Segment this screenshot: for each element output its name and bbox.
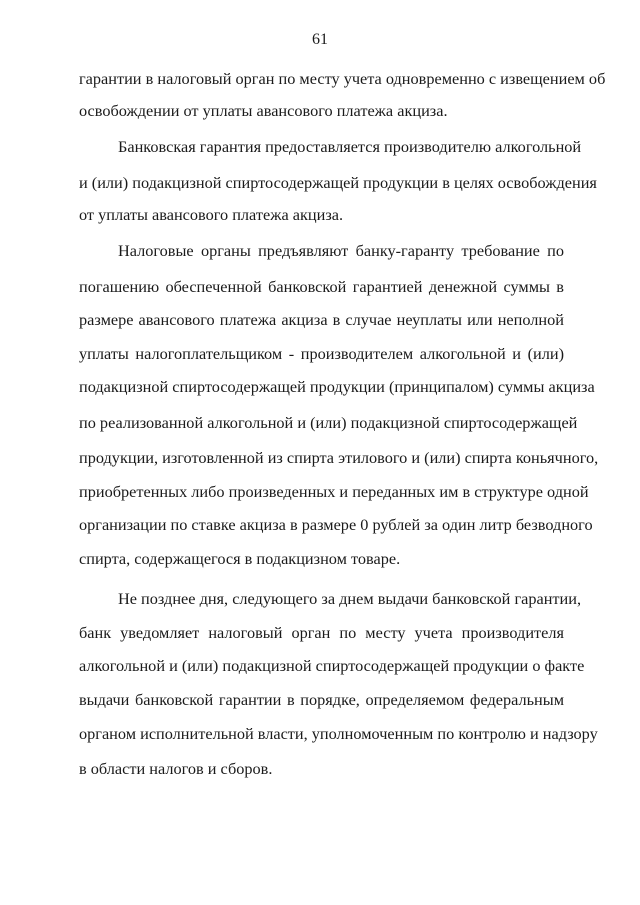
paragraph-1-line-1: гарантии в налоговый орган по месту учета одновременно с извещением об [79,69,606,88]
paragraph-4-line-5: органом исполнительной власти, уполномоченным по контролю и надзору [79,724,598,743]
paragraph-4-line-4: выдачи банковской гарантии в порядке, определяемом федеральным [79,690,564,709]
paragraph-3-line-2: погашению обеспеченной банковской гарантией денежной суммы в [79,277,564,296]
paragraph-3-line-7: продукции, изготовленной из спирта этилового и (или) спирта коньячного, [79,448,599,467]
paragraph-3-line-9: организации по ставке акциза в размере 0 рублей за один литр безводного [79,515,593,534]
paragraph-3-line-4: уплаты налогоплательщиком - производителем алкогольной и (или) [79,344,564,363]
paragraph-4-line-3: алкогольной и (или) подакцизной спиртосодержащей продукции о факте [79,656,585,675]
paragraph-4-line-6: в области налогов и сборов. [79,759,273,778]
paragraph-1-line-2: освобождении от уплаты авансового платежа акциза. [79,101,448,120]
paragraph-3-line-10: спирта, содержащегося в подакцизном товаре. [79,549,401,568]
paragraph-3-line-8: приобретенных либо произведенных и переданных им в структуре одной [79,482,589,501]
page-number: 61 [312,31,328,48]
paragraph-2-line-2: и (или) подакцизной спиртосодержащей продукции в целях освобождения [79,173,597,192]
paragraph-2-line-1: Банковская гарантия предоставляется производителю алкогольной [118,137,582,156]
paragraph-2-line-3: от уплаты авансового платежа акциза. [79,205,344,224]
paragraph-3-line-6: по реализованной алкогольной и (или) подакцизной спиртосодержащей [79,413,578,432]
paragraph-3-line-3: размере авансового платежа акциза в случае неуплаты или неполной [79,310,564,329]
paragraph-4-line-1: Не позднее дня, следующего за днем выдачи банковской гарантии, [118,589,582,608]
paragraph-3-line-1: Налоговые органы предъявляют банку-гаранту требование по [118,241,564,260]
paragraph-4-line-2: банк уведомляет налоговый орган по месту учета производителя [79,623,564,642]
paragraph-3-line-5: подакцизной спиртосодержащей продукции (принципалом) суммы акциза [79,377,595,396]
